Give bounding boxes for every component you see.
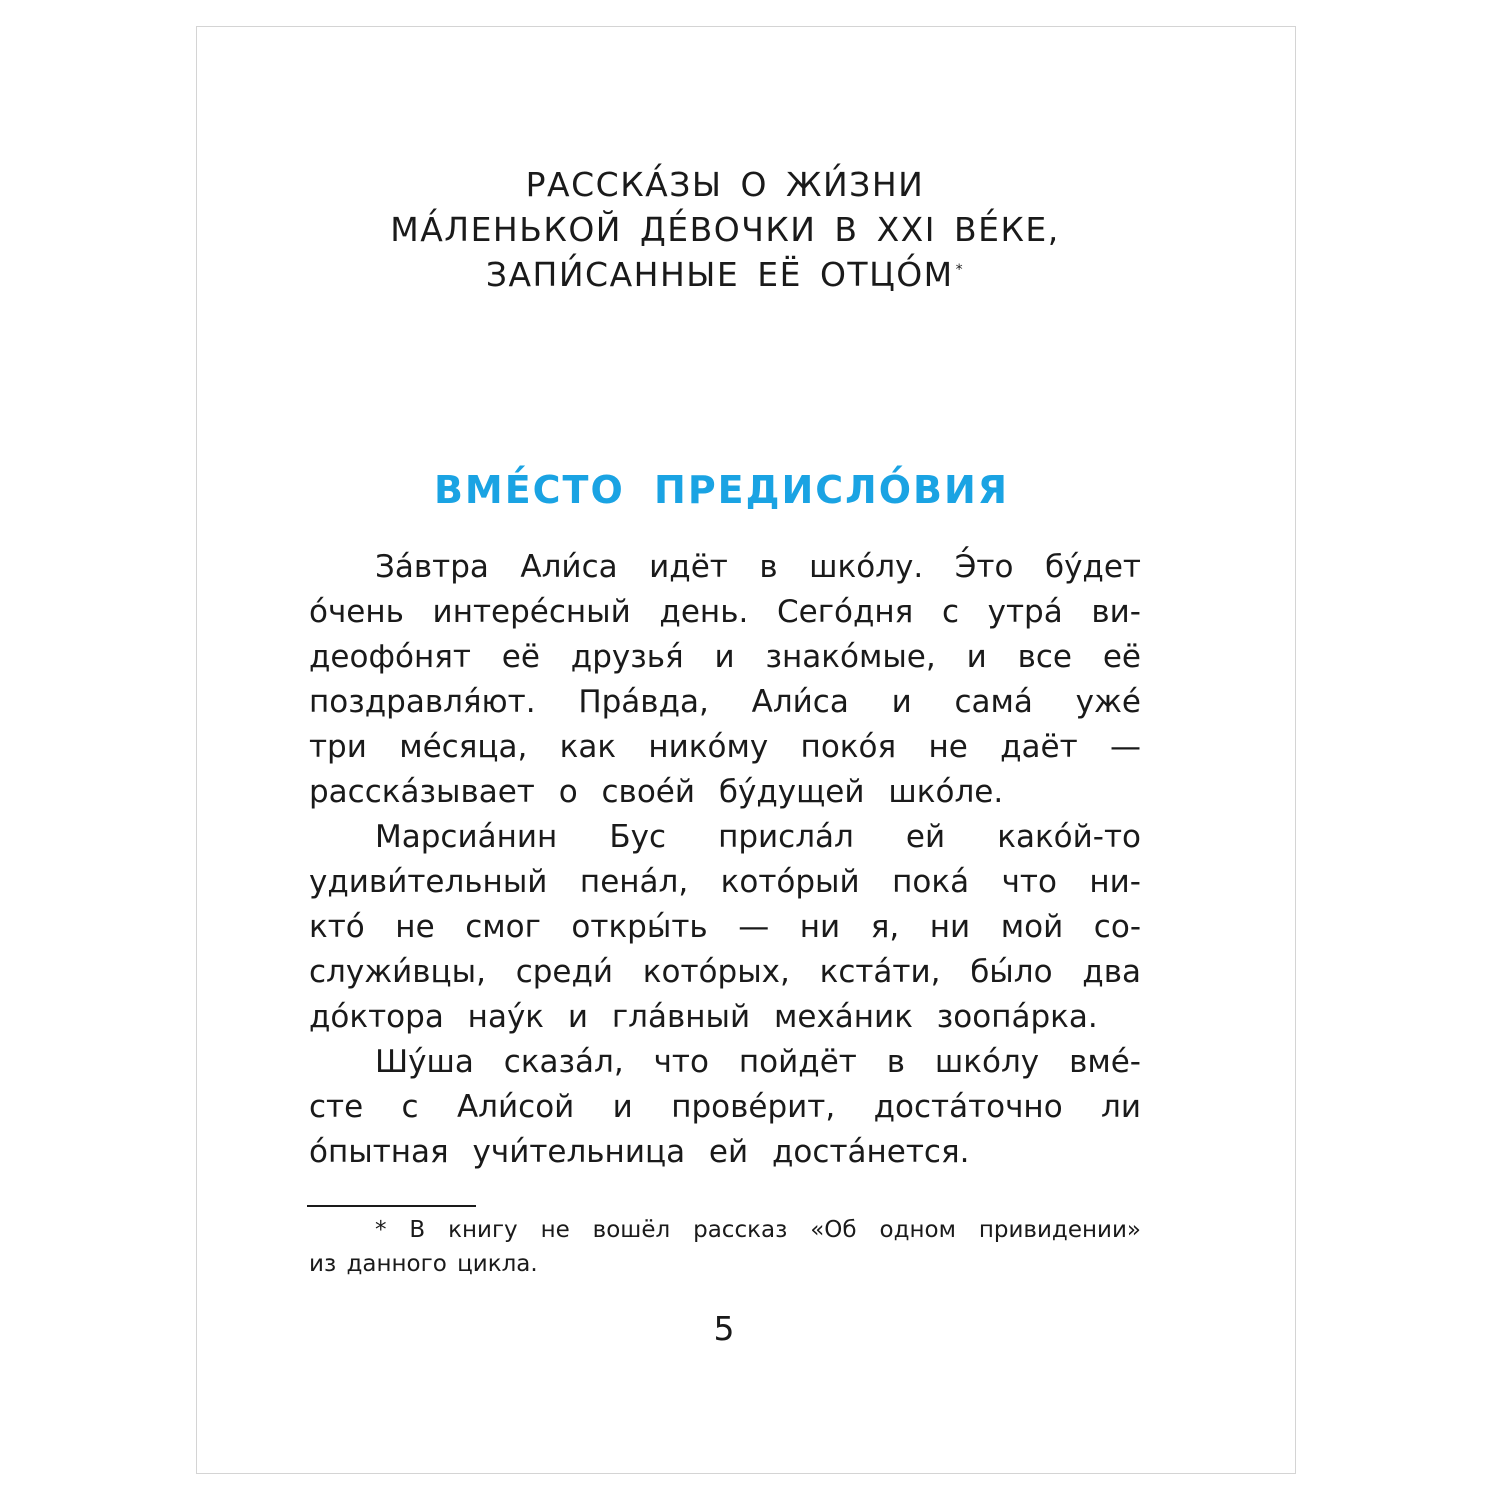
text-line-last	[309, 1130, 1141, 1175]
text-line: удиви́тельный пена́л, кото́рый пока́ что ни-	[309, 864, 1141, 900]
footnote-marker: *	[955, 262, 965, 278]
footnote-line: * В книгу не вошёл рассказ «Об одном привидении»	[375, 1217, 1141, 1243]
footnote-line: из данного цикла.	[309, 1251, 538, 1277]
text-line: деофо́нят её друзья́ и знако́мые, и все её	[309, 639, 1141, 675]
text-line-content: расска́зывает о свое́й бу́дущей шко́ле.	[309, 774, 1004, 810]
cycle-title-line: РАССКА́ЗЫ О ЖИ́ЗНИ	[525, 165, 925, 204]
text-line: поздравля́ют. Пра́вда, Али́са и сама́ уже́	[309, 684, 1141, 720]
body-text	[309, 545, 1141, 1175]
text-line: Марсиа́нин Бус присла́л ей како́й-то	[375, 819, 1141, 855]
text-line-content: до́ктора нау́к и гла́вный меха́ник зоопа́рка.	[309, 999, 1098, 1035]
text-line: кто́ не смог откры́ть — ни я, ни мой со-	[309, 909, 1141, 945]
text-line: три ме́сяца, как нико́му поко́я не даёт —	[309, 729, 1141, 765]
text-line-last	[309, 995, 1141, 1040]
text-line: За́втра Али́са идёт в шко́лу. Э́то бу́дет	[375, 549, 1141, 585]
text-line: сте с Али́сой и прове́рит, доста́точно ли	[309, 1089, 1141, 1125]
text-line-last	[309, 770, 1141, 815]
cycle-title	[0, 162, 1450, 297]
footnote-divider	[307, 1205, 476, 1207]
text-line: Шу́ша сказа́л, что пойдёт в шко́лу вме́-	[375, 1044, 1141, 1080]
cycle-title-line-last	[0, 252, 1450, 297]
section-heading: ВМЕ́СТО ПРЕДИСЛО́ВИЯ	[433, 468, 1010, 512]
cycle-title-line-text: ЗАПИ́САННЫЕ ЕЁ ОТЦО́М	[485, 255, 954, 294]
text-line-content: о́пытная учи́тельница ей доста́нется.	[309, 1134, 970, 1170]
page-number: 5	[713, 1309, 735, 1348]
text-line: служи́вцы, среди́ кото́рых, кста́ти, бы́ло два	[309, 954, 1141, 990]
text-line: о́чень интере́сный день. Сего́дня с утра́ ви-	[309, 594, 1141, 630]
footnote	[309, 1213, 1141, 1281]
cycle-title-line: МА́ЛЕНЬКОЙ ДЕ́ВОЧКИ В XXI ВЕ́КЕ,	[390, 210, 1060, 249]
